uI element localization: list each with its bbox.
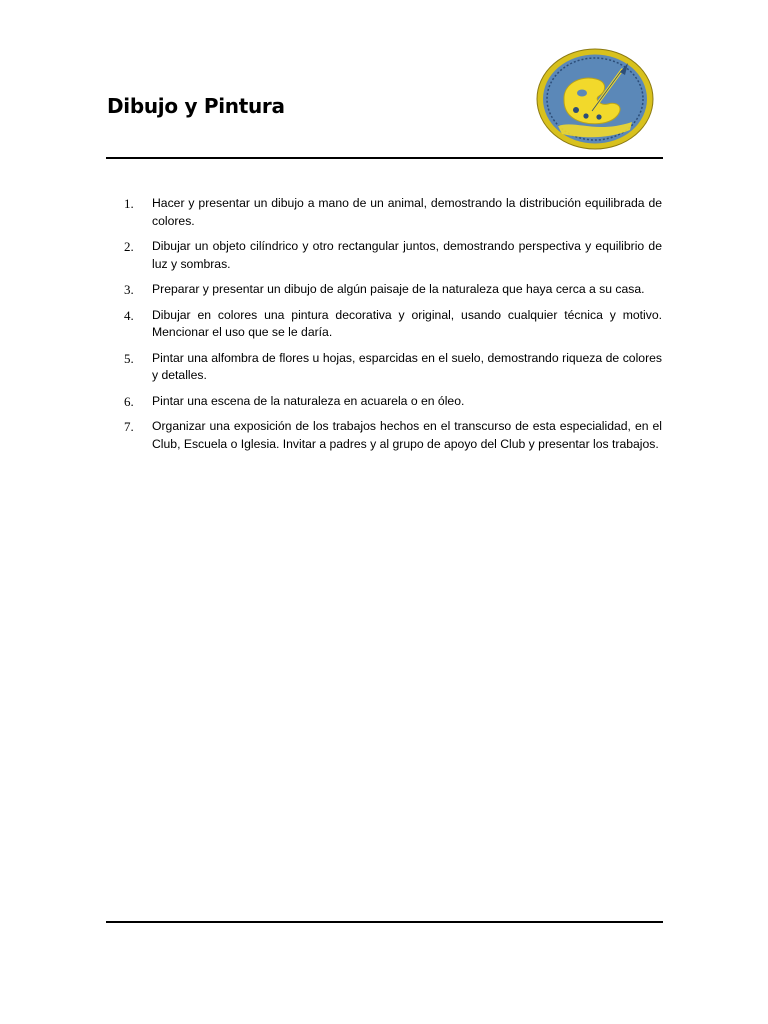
- footer-divider: [106, 921, 663, 923]
- list-item-number: 7.: [124, 419, 134, 434]
- list-item: [124, 195, 662, 230]
- list-item: [124, 350, 662, 385]
- list-item: [124, 418, 662, 453]
- list-item-text: Preparar y presentar un dibujo de algún paisaje de la naturaleza que haya cerca a su casa.: [152, 282, 645, 296]
- palette-brush-badge-icon: [536, 48, 654, 150]
- page-title: Dibujo y Pintura: [107, 94, 285, 118]
- list-item-number: 6.: [124, 393, 134, 409]
- list-item-number: 5.: [124, 350, 134, 366]
- paint-dab: [596, 114, 601, 119]
- list-item: [124, 307, 662, 342]
- list-item-text: Dibujar un objeto cilíndrico y otro rectangular juntos, demostrando perspectiva y equilibrio de luz y sombras.: [152, 239, 662, 271]
- list-item-number: 4.: [124, 307, 134, 323]
- list-item-text: Pintar una escena de la naturaleza en acuarela o en óleo.: [152, 393, 465, 408]
- list-item: [124, 281, 662, 299]
- list-item-text: Dibujar en colores una pintura decorativa y original, usando cualquier técnica y motivo. Mencionar el uso que se le daría.: [152, 307, 662, 339]
- list-item-number: 1.: [124, 196, 134, 211]
- palette-thumb-hole: [577, 90, 587, 97]
- paint-dab: [583, 113, 588, 118]
- list-item-text: Pintar una alfombra de flores u hojas, esparcidas en el suelo, demostrando riqueza de colores y detalles.: [152, 350, 662, 382]
- list-item-text: Organizar una exposición de los trabajos hechos en el transcurso de esta especialidad, en el Club, Escuela o Iglesia. Invitar a padres y al grupo de apoyo del Club y presentar los trabajos.: [152, 419, 662, 451]
- list-item-text: Hacer y presentar un dibujo a mano de un animal, demostrando la distribución equilibrada de colores.: [152, 196, 662, 228]
- list-item: [124, 393, 662, 411]
- requirements-list: [124, 195, 662, 461]
- list-item: [124, 238, 662, 273]
- paint-dab: [573, 107, 579, 113]
- list-item-number: 2.: [124, 239, 134, 254]
- header-divider: [106, 157, 663, 159]
- list-item-number: 3.: [124, 282, 134, 297]
